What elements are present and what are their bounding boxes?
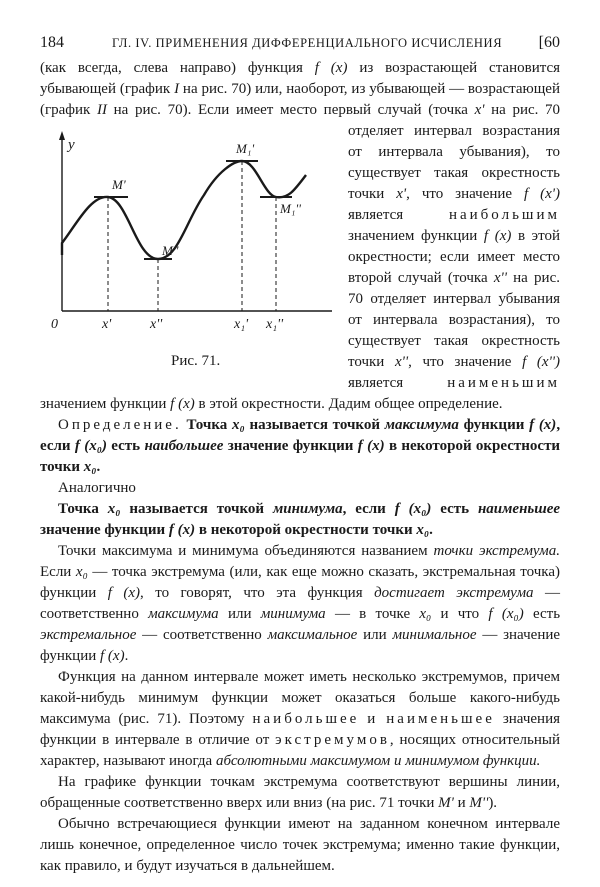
text-run: . (124, 648, 129, 664)
paragraph-1 (40, 58, 560, 415)
definition-maximum (40, 415, 560, 478)
y-axis-label: y (68, 137, 75, 153)
spaced-emphasis: наименьшее (386, 711, 495, 727)
math: f (x) (100, 648, 125, 664)
text-run: . (96, 459, 101, 475)
paragraph-absolute (40, 667, 560, 772)
math: x'' (394, 354, 409, 370)
text-run: Точки максимума и минимума объединяются названием (58, 543, 428, 559)
origin-label: 0 (51, 317, 58, 332)
term: абсолютными максимумом и минимумом функции. (215, 753, 541, 769)
math: x₀ (75, 564, 88, 580)
text-run: является (348, 207, 404, 223)
math: f (x) (314, 60, 348, 76)
text-run: Если (40, 564, 72, 580)
text-run: , если (342, 501, 386, 517)
text-run: значением функции (348, 228, 478, 244)
text-run: в этой окрестности. Дадим общее определение. (198, 396, 503, 412)
text-run: — значение функции (40, 627, 561, 664)
page-number: 184 (40, 34, 64, 51)
function-graph (36, 125, 336, 375)
text-run: значением функции (40, 396, 167, 412)
math: f (x₀) (394, 501, 432, 517)
math: x₀ (107, 501, 121, 517)
math: f (x₀) (74, 438, 107, 454)
text-run: и (457, 795, 466, 811)
y-axis-arrow (59, 131, 65, 140)
text-run: ). (488, 795, 498, 811)
math: x₀ (419, 606, 432, 622)
text-run: из возрастающей становится убывающей (график (40, 60, 561, 97)
text-run: на рис. 70) или, наоборот, из убывающей — возрастающей (график (40, 81, 560, 118)
text-run: или (363, 627, 387, 643)
text-run: есть (532, 606, 561, 622)
section-number: [60 (538, 34, 560, 51)
term: минимальное (392, 627, 477, 643)
text-run: — соответственно (40, 585, 560, 622)
spaced-emphasis: наименьшим (447, 375, 560, 391)
math: x' (474, 102, 485, 118)
text-run: есть (111, 438, 141, 454)
body-text (40, 58, 560, 877)
text-run: является (348, 375, 404, 391)
term: достигает экстремума (374, 585, 534, 601)
math: x₀ (232, 417, 245, 433)
math: x₀ (416, 522, 430, 538)
text-run: , то говорят, что эта функция (140, 585, 363, 601)
term: экстремальное (40, 627, 137, 643)
text-run: , что значение (406, 186, 513, 202)
math: M' (438, 795, 454, 811)
page (40, 30, 560, 877)
text-run: Точка (58, 501, 99, 517)
point-label-M3: M₁' (236, 141, 255, 156)
text-run: в некоторой окрестности точки (198, 522, 413, 538)
text-run: в этой окрестности; если имеет место второй случай (точка (348, 228, 560, 286)
text-run: Функция на данном интервале может иметь несколько экстремумов, причем какой-нибудь минимум функции может оказаться больше какого-нибудь максимума (рис. 71). Поэтому (40, 669, 560, 727)
tick-label-x2: x'' (150, 317, 163, 332)
spaced-emphasis: наибольшее (252, 711, 360, 727)
math: x₀ (83, 459, 97, 475)
text-run: . (429, 522, 433, 538)
text-run: называется точкой (249, 417, 381, 433)
math: f (x) (170, 396, 195, 412)
paragraph-graph (40, 772, 560, 814)
text-run: называется точкой (129, 501, 265, 517)
similarly: Аналогично (58, 480, 136, 496)
text-run: На графике функции точкам экстремума соответствуют вершины линии, обращенные соответственно вверх или вниз (на рис. 71 точки (40, 774, 560, 811)
paragraph-finite: Обычно встречающиеся функции имеют на заданном конечном интервале лишь конечное, определенное число точек экстремума; именно такие функции, как правило, и будут изучаться в дальнейшем. (40, 816, 560, 874)
math: f (x) (529, 417, 557, 433)
text-run: на рис. 70 отделяет интервал возрастания от интервала убывания), то существует такая окрестность точки (348, 102, 561, 202)
term: максимальное (267, 627, 358, 643)
text-run: , носящих относительный характер, называют иногда (40, 732, 561, 769)
text-run: есть (440, 501, 470, 517)
math: I (174, 81, 180, 97)
math: f (x) (483, 228, 512, 244)
text-run: , если (40, 417, 561, 454)
term: минимума (260, 606, 326, 622)
paragraph-extremum (40, 541, 560, 667)
text-run: — соответственно (142, 627, 262, 643)
running-title: ГЛ. IV. ПРИМЕНЕНИЯ ДИФФЕРЕНЦИАЛЬНОГО ИСЧИСЛЕНИЯ (112, 36, 503, 50)
point-label-M1: M' (112, 177, 126, 192)
tick-label-x3: x₁' (234, 317, 249, 332)
definition-label: Определение. (58, 417, 182, 433)
point-label-M4: M₁'' (280, 201, 301, 216)
text-run: значение функции (40, 522, 166, 538)
text-run: или (227, 606, 252, 622)
text-run: — точка экстремума (или, как еще можно сказать, экстремальная точка) функции (40, 564, 560, 601)
math: f (x) (168, 522, 196, 538)
math: II (97, 102, 107, 118)
figure-caption: Рис. 71. (171, 353, 221, 369)
math: f (x) (107, 585, 140, 601)
text-run: значения функции в интервале в отличие от (40, 711, 561, 748)
text-run: на рис. 70). Если имеет место первый случай (точка (113, 102, 468, 118)
point-label-M2: M'' (162, 243, 179, 258)
text-run: в некоторой окрестности точки (40, 438, 561, 475)
text-run: на рис. 70 отделяет интервал убывания от интервала возрастания), то существует такая окрестность точки (348, 270, 560, 370)
running-header (40, 30, 560, 52)
term: максимума (384, 417, 459, 433)
math: x' (396, 186, 407, 202)
definition-minimum (40, 499, 560, 541)
text-run: , что значение (408, 354, 512, 370)
spaced-emphasis: и (367, 711, 379, 727)
math: f (x'') (522, 354, 560, 370)
math: f (x₀) (488, 606, 524, 622)
figure-71 (36, 125, 336, 375)
math: x'' (493, 270, 507, 286)
term: наименьшее (477, 501, 561, 517)
spaced-emphasis: наибольшим (448, 207, 560, 223)
spaced-emphasis: экстремумов (275, 732, 390, 748)
text-run: и что (440, 606, 480, 622)
term: точки экстремума. (433, 543, 560, 559)
term: наибольшее (144, 438, 224, 454)
math: f (x') (524, 186, 560, 202)
tick-label-x1: x' (102, 317, 112, 332)
function-curve (62, 161, 306, 259)
math: f (x) (357, 438, 385, 454)
text-run: значение функции (227, 438, 354, 454)
text-run: функции (463, 417, 525, 433)
tick-label-x4: x₁'' (266, 317, 284, 332)
term: максимума (148, 606, 219, 622)
text-run: (как всегда, слева направо) функция (40, 60, 303, 76)
text-run: Точка (186, 417, 228, 433)
text-run: — в точке (334, 606, 411, 622)
math: M'' (469, 795, 489, 811)
term: минимума (272, 501, 343, 517)
